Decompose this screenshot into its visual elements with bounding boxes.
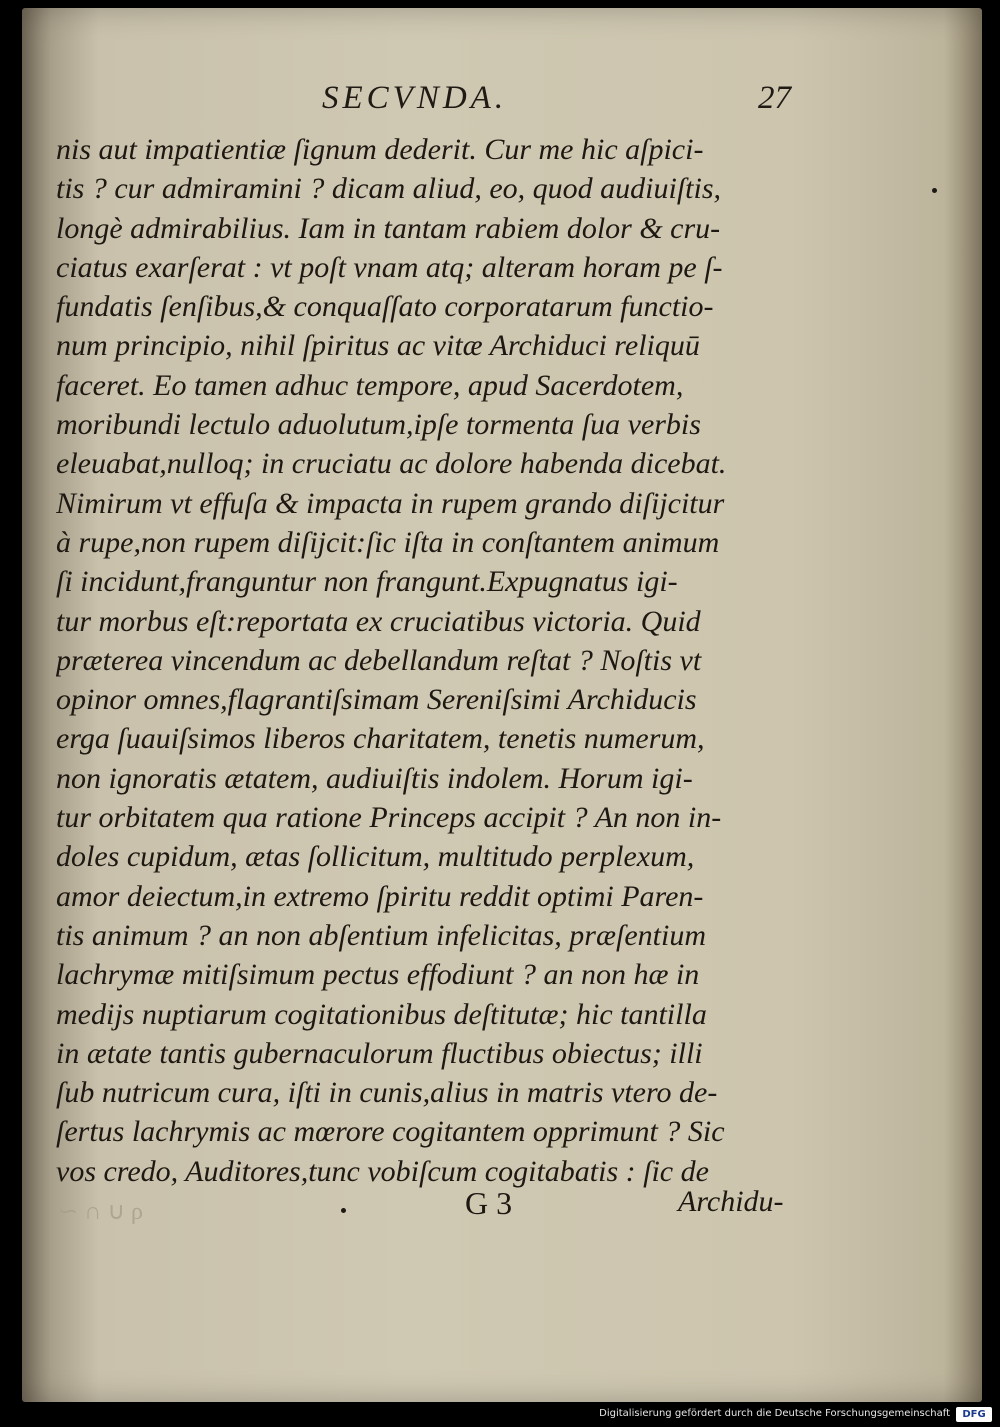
page-footer [0, 1185, 1000, 1225]
text-line: vos credo, Auditores,tunc vobiſcum cogitabatis : ſic de [56, 1154, 709, 1188]
bleed-through-text: ∽ ∩ ∪ ρ [58, 1199, 143, 1225]
text-line: longè admirabilius. Iam in tantam rabiem dolor & cru- [56, 211, 721, 245]
text-line: nis aut impatientiæ ſignum dederit. Cur me hic aſpici- [56, 133, 704, 166]
text-line: doles cupidum, ætas ſollicitum, multitudo perplexum, [56, 840, 695, 874]
text-line: erga ſuauiſsimos liberos charitatem, tenetis numerum, [56, 722, 705, 756]
signature-mark: G 3 [465, 1185, 513, 1221]
text-line: tis ? cur admiramini ? dicam aliud, eo, quod audiuiſtis, [56, 172, 721, 206]
text-line: ſertus lachrymis ac mœrore cogitantem opprimunt ? Sic [56, 1115, 725, 1149]
body-text [56, 130, 816, 1191]
text-line: Nimirum vt effuſa & impacta in rupem grando diſijcitur [56, 486, 725, 520]
text-line: tur morbus eſt:reportata ex cruciatibus victoria. Quid [56, 604, 701, 638]
credit-bar [0, 1402, 1000, 1427]
ink-speck [932, 188, 937, 193]
text-line: in ætate tantis gubernaculorum fluctibus obiectus; illi [56, 1036, 703, 1070]
text-line: non ignoratis ætatem, audiuiſtis indolem. Horum igi- [56, 761, 693, 795]
text-line: fundatis ſenſibus,& conquaſſato corporatarum functio- [56, 290, 714, 324]
text-line: opinor omnes,flagrantiſsimam Sereniſsimi Archiducis [56, 683, 697, 717]
text-line: ciatus exarſerat : vt poſt vnam atq; alteram horam pe ſ- [56, 250, 723, 284]
text-line: præterea vincendum ac debellandum reſtat ? Noſtis vt [56, 643, 702, 677]
text-line: ſi incidunt,franguntur non frangunt.Expugnatus igi- [56, 565, 678, 599]
text-line: tur orbitatem qua ratione Princeps accipit ? An non in- [56, 801, 722, 835]
text-line: faceret. Eo tamen adhuc tempore, apud Sacerdotem, [56, 368, 684, 402]
text-line: eleuabat,nulloq; in cruciatu ac dolore habenda dicebat. [56, 447, 727, 481]
dfg-logo-icon: DFG [956, 1407, 992, 1422]
text-line: tis animum ? an non abſentium infelicitas, præſentium [56, 918, 706, 952]
text-line: à rupe,non rupem diſijcit:ſic iſta in conſtantem animum [56, 525, 720, 559]
text-line: amor deiectum,in extremo ſpiritu reddit optimi Paren- [56, 879, 704, 913]
page-number: 27 [758, 80, 791, 116]
text-line: moribundi lectulo aduolutum,ipſe tormenta ſua verbis [56, 408, 701, 442]
text-line: lachrymæ mitiſsimum pectus effodiunt ? an non hæ in [56, 958, 700, 992]
text-line: medijs nuptiarum cogitationibus deſtitutæ; hic tantilla [56, 997, 707, 1031]
page-header [0, 80, 1000, 130]
running-head: SECVNDA. [322, 80, 508, 116]
credit-text: Digitalisierung gefördert durch die Deutsche Forschungsgemeinschaft [599, 1408, 950, 1419]
catchword: Archidu- [678, 1185, 784, 1218]
text-line: ſub nutricum cura, iſti in cunis,alius in matris vtero de- [56, 1076, 718, 1110]
text-line: num principio, nihil ſpiritus ac vitæ Archiduci reliquū [56, 329, 700, 363]
